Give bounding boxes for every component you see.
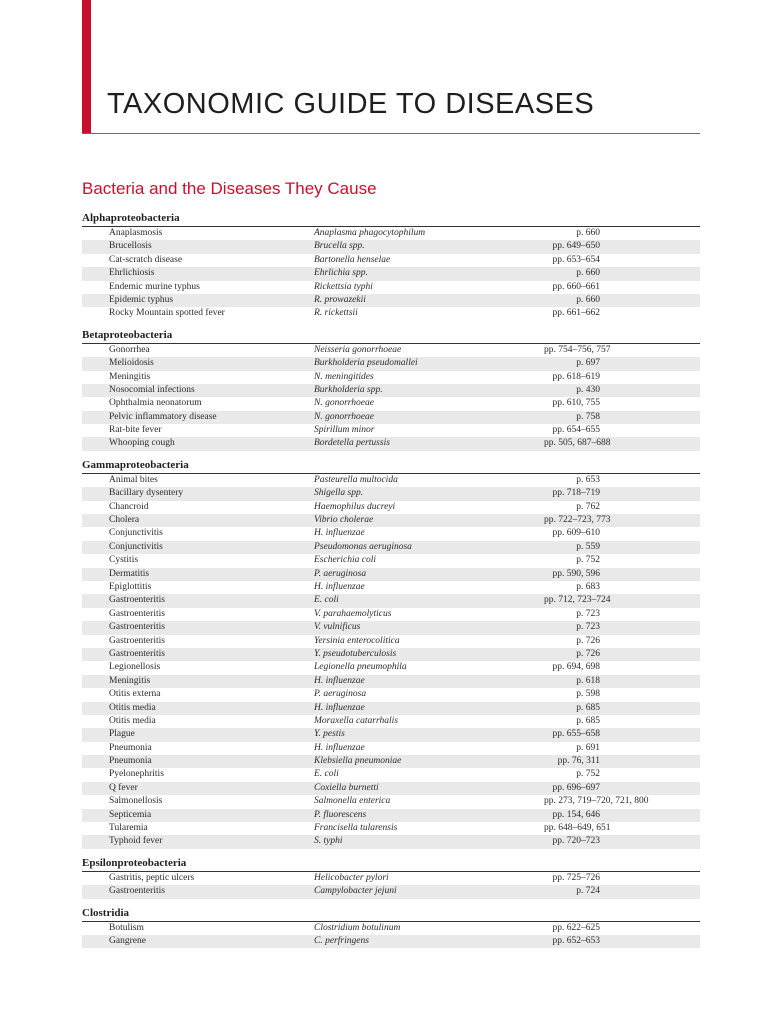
page-reference: p. 762 — [576, 501, 600, 512]
group-title: Gammaproteobacteria — [82, 458, 189, 471]
taxon-group — [82, 855, 700, 905]
table-row — [82, 501, 700, 514]
page-reference: p. 598 — [576, 689, 600, 700]
organism-name: Campylobacter jejuni — [314, 886, 397, 897]
disease-name: Pyelonephritis — [109, 769, 164, 780]
page-reference: p. 685 — [576, 715, 600, 726]
table-row — [82, 437, 700, 450]
page-reference: p. 559 — [576, 541, 600, 552]
page-reference: pp. 754–756, 757 — [544, 344, 611, 355]
page-reference: pp. 590, 596 — [552, 568, 600, 579]
disease-name: Gastroenteritis — [109, 622, 165, 633]
organism-name: Legionella pneumophila — [314, 662, 407, 673]
organism-name: Ehrlichia spp. — [314, 268, 368, 279]
table-row — [82, 254, 700, 267]
disease-name: Gastroenteritis — [109, 648, 165, 659]
page-reference: pp. 660–661 — [552, 281, 600, 292]
organism-name: P. fluorescens — [314, 809, 367, 820]
taxon-group — [82, 457, 700, 855]
disease-name: Endemic murine typhus — [109, 281, 200, 292]
disease-name: Otitis media — [109, 702, 156, 713]
disease-name: Anaplasmosis — [109, 228, 163, 238]
disease-name: Septicemia — [109, 809, 152, 820]
table-row — [82, 527, 700, 540]
page-reference: p. 758 — [576, 411, 600, 422]
disease-name: Typhoid fever — [109, 836, 163, 847]
disease-name: Otitis externa — [109, 689, 161, 700]
table-row — [82, 809, 700, 822]
organism-name: N. meningitides — [314, 371, 374, 382]
page-reference: p. 685 — [576, 702, 600, 713]
page-reference: pp. 655–658 — [552, 729, 600, 740]
organism-name: Y. pseudotuberculosis — [314, 648, 397, 659]
disease-name: Bacillary dysentery — [109, 488, 184, 499]
organism-name: V. vulnificus — [314, 622, 361, 633]
group-title: Epsilonproteobacteria — [82, 856, 187, 869]
table-row — [82, 424, 700, 437]
disease-name: Pelvic inflammatory disease — [109, 411, 217, 422]
page-reference: p. 726 — [576, 635, 600, 646]
table-row — [82, 554, 700, 567]
page-reference: pp. 718–719 — [552, 488, 600, 499]
page-reference: p. 660 — [576, 294, 600, 305]
group-title: Betaproteobacteria — [82, 328, 173, 341]
table-row — [82, 922, 700, 935]
accent-bar — [82, 0, 91, 133]
disease-name: Botulism — [109, 922, 144, 933]
page-reference: pp. 649–650 — [552, 241, 600, 252]
table-row — [82, 411, 700, 424]
page-reference: pp. 505, 687–688 — [544, 438, 611, 449]
disease-name: Gastroenteritis — [109, 886, 165, 897]
organism-name: Helicobacter pylori — [314, 872, 389, 883]
disease-name: Salmonellosis — [109, 796, 163, 807]
organism-name: Moraxella catarrhalis — [314, 715, 399, 726]
table-row — [82, 594, 700, 607]
table-row — [82, 675, 700, 688]
organism-name: P. aeruginosa — [314, 568, 367, 579]
table-row — [82, 294, 700, 307]
page-reference: p. 430 — [576, 384, 600, 395]
organism-name: Shigella spp. — [314, 488, 364, 499]
table-row — [82, 715, 700, 728]
disease-name: Cholera — [109, 515, 140, 526]
page-reference: p. 660 — [576, 268, 600, 279]
page-reference: pp. 725–726 — [552, 872, 600, 883]
organism-name: Burkholderia spp. — [314, 384, 383, 395]
table-row — [82, 541, 700, 554]
disease-name: Ehrlichiosis — [109, 268, 155, 279]
organism-name: E. coli — [314, 595, 339, 606]
page-reference: p. 691 — [576, 742, 600, 753]
disease-name: Meningitis — [109, 675, 151, 686]
disease-table — [82, 210, 700, 954]
organism-name: Spirillum minor — [314, 425, 375, 436]
page-reference: pp. 712, 723–724 — [544, 595, 611, 606]
disease-name: Conjunctivitis — [109, 528, 163, 539]
table-row — [82, 568, 700, 581]
organism-name: Bartonella henselae — [314, 254, 391, 265]
organism-name: Rickettsia typhi — [314, 281, 373, 292]
page-reference: p. 723 — [576, 622, 600, 633]
page-reference: p. 653 — [576, 474, 600, 485]
disease-name: Conjunctivitis — [109, 541, 163, 552]
page-reference: pp. 696–697 — [552, 782, 600, 793]
disease-name: Gangrene — [109, 935, 146, 946]
organism-name: Clostridium botulinum — [314, 922, 401, 933]
organism-name: Coxiella burnetti — [314, 782, 379, 793]
table-row — [82, 872, 700, 885]
page-reference: p. 697 — [576, 358, 600, 369]
page-reference: pp. 609–610 — [552, 528, 600, 539]
organism-name: Neisseria gonorrhoeae — [314, 344, 402, 355]
table-row — [82, 795, 700, 808]
table-row — [82, 227, 700, 240]
organism-name: R. rickettsii — [314, 308, 358, 319]
table-row — [82, 240, 700, 253]
organism-name: V. parahaemolyticus — [314, 608, 392, 619]
table-row — [82, 514, 700, 527]
table-row — [82, 487, 700, 500]
page-reference: pp. 653–654 — [552, 254, 600, 265]
disease-name: Pneumonia — [109, 742, 152, 753]
disease-name: Plague — [109, 729, 135, 740]
page-title: TAXONOMIC GUIDE TO DISEASES — [107, 88, 595, 120]
organism-name: H. influenzae — [314, 528, 365, 539]
disease-name: Animal bites — [109, 474, 158, 485]
table-row — [82, 635, 700, 648]
organism-name: Brucella spp. — [314, 241, 365, 252]
disease-name: Ophthalmia neonatorum — [109, 398, 202, 409]
organism-name: E. coli — [314, 769, 339, 780]
disease-name: Brucellosis — [109, 241, 152, 252]
organism-name: N. gonorrhoeae — [314, 398, 374, 409]
disease-name: Gastroenteritis — [109, 635, 165, 646]
page-reference: pp. 610, 755 — [552, 398, 600, 409]
disease-name: Epiglottitis — [109, 581, 152, 592]
page-reference: pp. 618–619 — [552, 371, 600, 382]
organism-name: N. gonorrhoeae — [314, 411, 374, 422]
page-reference: pp. 273, 719–720, 721, 800 — [544, 796, 649, 807]
table-row — [82, 782, 700, 795]
table-row — [82, 344, 700, 357]
table-row — [82, 935, 700, 948]
table-row — [82, 357, 700, 370]
title-rule — [82, 133, 700, 134]
organism-name: Klebsiella pneumoniae — [314, 756, 402, 767]
disease-name: Chancroid — [109, 501, 149, 512]
disease-name: Legionellosis — [109, 662, 161, 673]
disease-name: Cystitis — [109, 555, 139, 566]
table-row — [82, 281, 700, 294]
organism-name: Haemophilus ducreyi — [314, 501, 396, 512]
page-reference: pp. 154, 646 — [552, 809, 600, 820]
table-row — [82, 621, 700, 634]
table-row — [82, 648, 700, 661]
table-row — [82, 822, 700, 835]
page-reference: p. 752 — [576, 769, 600, 780]
table-row — [82, 742, 700, 755]
organism-name: Yersinia enterocolitica — [314, 635, 400, 646]
page-reference: pp. 694, 698 — [552, 662, 600, 673]
disease-name: Nosocomial infections — [109, 384, 195, 395]
organism-name: P. aeruginosa — [314, 689, 367, 700]
organism-name: Anaplasma phagocytophilum — [314, 228, 426, 238]
group-spacer — [82, 948, 700, 954]
disease-name: Epidemic typhus — [109, 294, 174, 305]
taxon-group — [82, 327, 700, 457]
table-row — [82, 267, 700, 280]
table-row — [82, 608, 700, 621]
table-row — [82, 384, 700, 397]
group-title: Alphaproteobacteria — [82, 212, 180, 224]
organism-name: C. perfringens — [314, 935, 369, 946]
page-reference: pp. 622–625 — [552, 922, 600, 933]
table-row — [82, 581, 700, 594]
disease-name: Gastroenteritis — [109, 595, 165, 606]
disease-name: Gastroenteritis — [109, 608, 165, 619]
page-reference: pp. 661–662 — [552, 308, 600, 319]
disease-name: Gonorrhea — [109, 344, 150, 355]
disease-name: Q fever — [109, 782, 138, 793]
page-reference: pp. 76, 311 — [557, 756, 600, 767]
organism-name: Francisella tularensis — [314, 823, 398, 834]
page-reference: p. 723 — [576, 608, 600, 619]
page-reference: pp. 720–723 — [552, 836, 600, 847]
page-reference: p. 724 — [576, 886, 600, 897]
disease-name: Gastritis, peptic ulcers — [109, 872, 195, 883]
table-row — [82, 885, 700, 898]
disease-name: Whooping cough — [109, 438, 175, 449]
table-row — [82, 702, 700, 715]
disease-name: Melioidosis — [109, 358, 154, 369]
table-row — [82, 755, 700, 768]
table-row — [82, 688, 700, 701]
page-reference: pp. 722–723, 773 — [544, 515, 611, 526]
table-row — [82, 474, 700, 487]
organism-name: Vibrio cholerae — [314, 515, 374, 526]
page-reference: p. 618 — [576, 675, 600, 686]
disease-name: Meningitis — [109, 371, 151, 382]
page-reference: pp. 652–653 — [552, 935, 600, 946]
disease-name: Rocky Mountain spotted fever — [109, 308, 225, 319]
disease-name: Pneumonia — [109, 756, 152, 767]
organism-name: S. typhi — [314, 836, 343, 847]
organism-name: H. influenzae — [314, 742, 365, 753]
page-reference: pp. 654–655 — [552, 425, 600, 436]
organism-name: R. prowazekii — [314, 294, 366, 305]
organism-name: Y. pestis — [314, 729, 345, 740]
page-reference: pp. 648–649, 651 — [544, 823, 611, 834]
table-row — [82, 371, 700, 384]
disease-name: Dermatitis — [109, 568, 150, 579]
section-heading: Bacteria and the Diseases They Cause — [82, 179, 377, 198]
page-reference: p. 683 — [576, 581, 600, 592]
organism-name: H. influenzae — [314, 702, 365, 713]
disease-name: Tularemia — [109, 823, 148, 834]
organism-name: H. influenzae — [314, 581, 365, 592]
organism-name: H. influenzae — [314, 675, 365, 686]
organism-name: Bordetella pertussis — [314, 438, 390, 449]
organism-name: Pseudomonas aeruginosa — [314, 541, 412, 552]
disease-name: Rat-bite fever — [109, 425, 162, 436]
disease-name: Cat-scratch disease — [109, 254, 183, 265]
page-reference: p. 726 — [576, 648, 600, 659]
organism-name: Escherichia coli — [314, 555, 376, 566]
page-reference: p. 752 — [576, 555, 600, 566]
page-reference: p. 660 — [576, 228, 600, 238]
taxon-group — [82, 905, 700, 955]
table-row — [82, 661, 700, 674]
table-row — [82, 728, 700, 741]
table-row — [82, 835, 700, 848]
table-row — [82, 307, 700, 320]
organism-name: Burkholderia pseudomallei — [314, 358, 418, 369]
organism-name: Salmonella enterica — [314, 796, 391, 807]
table-row — [82, 768, 700, 781]
disease-name: Otitis media — [109, 715, 156, 726]
taxon-group — [82, 210, 700, 327]
organism-name: Pasteurella multocida — [314, 474, 398, 485]
group-title: Clostridia — [82, 906, 130, 919]
table-row — [82, 397, 700, 410]
